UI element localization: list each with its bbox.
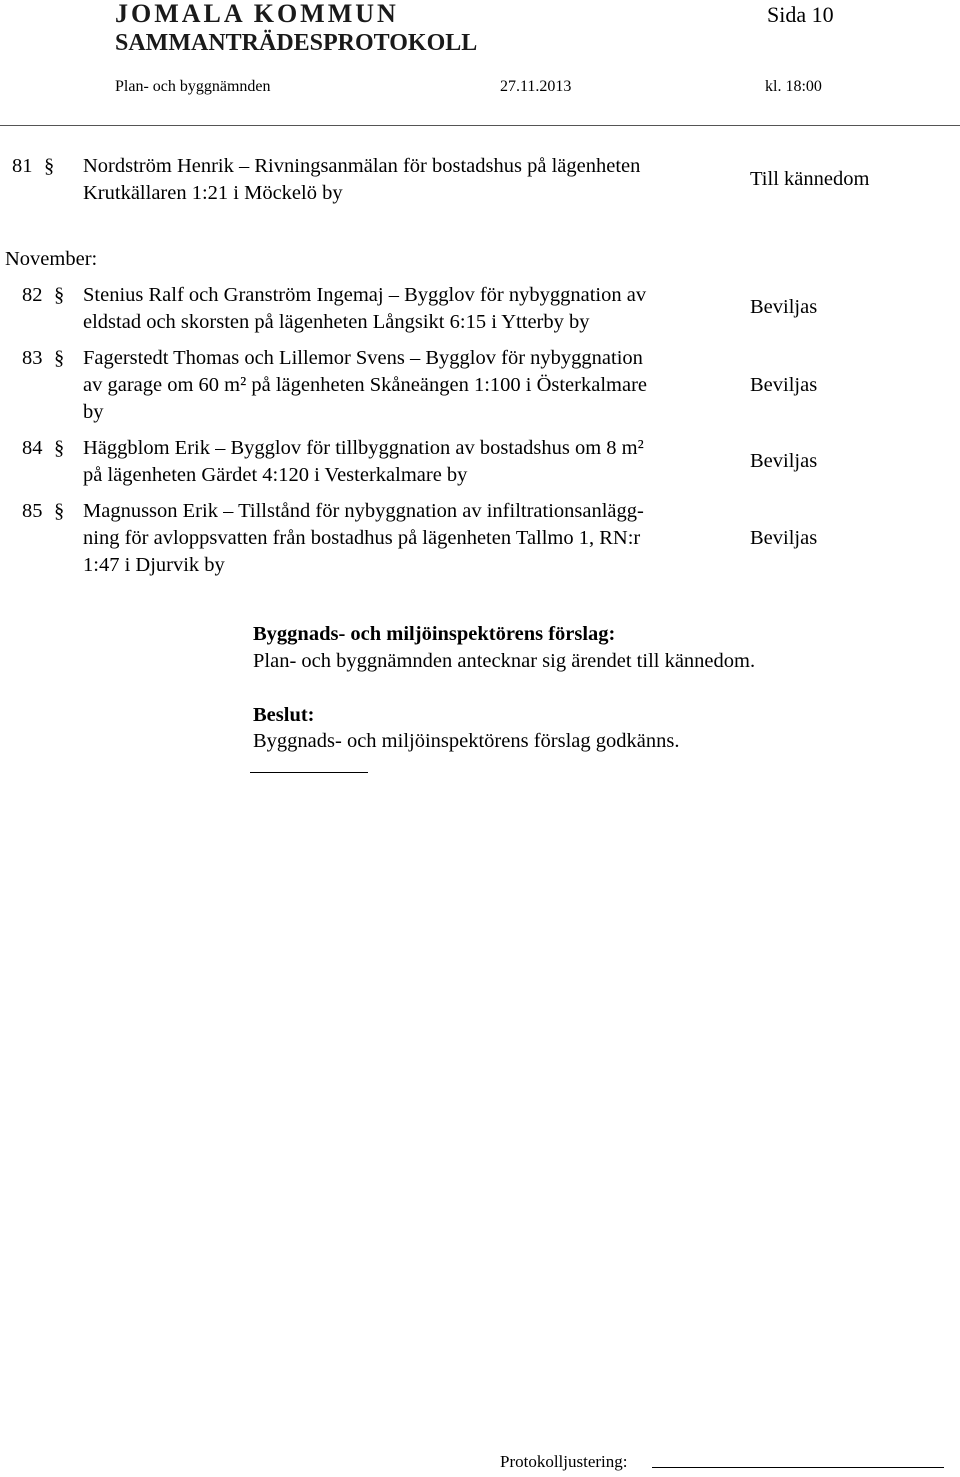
paragraph-sign: §	[54, 347, 65, 369]
item-text-line: Stenius Ralf och Granström Ingemaj – Bygglov för nybyggnation av	[83, 284, 647, 306]
item-number: 82	[22, 284, 43, 306]
item-text-line: Fagerstedt Thomas och Lillemor Svens – Bygglov för nybyggnation	[83, 347, 643, 369]
footer-label: Protokolljustering:	[500, 1452, 628, 1471]
item-number: 84	[22, 437, 43, 459]
paragraph-sign: §	[44, 155, 55, 177]
proposal-heading: Byggnads- och miljöinspektörens förslag:	[253, 623, 616, 645]
item-text-line: by	[83, 401, 104, 423]
item-text-line: Häggblom Erik – Bygglov för tillbyggnation av bostadshus om 8 m²	[83, 437, 644, 459]
paragraph-sign: §	[54, 284, 65, 306]
item-number: 83	[22, 347, 43, 369]
committee-name: Plan- och byggnämnden	[115, 78, 271, 95]
item-text-line: av garage om 60 m² på lägenheten Skåneängen 1:100 i Österkalmare	[83, 374, 648, 396]
item-decision: Till kännedom	[750, 168, 870, 190]
item-text-line: på lägenheten Gärdet 4:120 i Vesterkalmare by	[83, 464, 468, 486]
end-rule	[250, 772, 368, 773]
paragraph-sign: §	[54, 500, 65, 522]
meeting-time: kl. 18:00	[765, 78, 822, 95]
meeting-date: 27.11.2013	[500, 78, 572, 95]
item-decision: Beviljas	[750, 450, 818, 472]
item-number: 85	[22, 500, 43, 522]
signature-line	[652, 1467, 944, 1468]
item-decision: Beviljas	[750, 374, 818, 396]
item-text-line: 1:47 i Djurvik by	[83, 554, 225, 576]
page-number: Sida 10	[767, 2, 834, 27]
item-text-line: ning för avloppsvatten från bostadhus på lägenheten Tallmo 1, RN:r	[83, 527, 641, 549]
document-type: SAMMANTRÄDESPROTOKOLL	[115, 30, 478, 56]
item-decision: Beviljas	[750, 527, 818, 549]
proposal-text: Plan- och byggnämnden antecknar sig ärendet till kännedom.	[253, 650, 756, 672]
item-text-line: Krutkällaren 1:21 i Möckelö by	[83, 182, 343, 204]
decision-text: Byggnads- och miljöinspektörens förslag godkänns.	[253, 730, 680, 752]
header-divider	[0, 125, 960, 126]
item-text-line: eldstad och skorsten på lägenheten Långsikt 6:15 i Ytterby by	[83, 311, 590, 333]
item-number: 81	[12, 155, 33, 177]
item-text-line: Nordström Henrik – Rivningsanmälan för bostadshus på lägenheten	[83, 155, 641, 177]
item-text-line: Magnusson Erik – Tillstånd för nybyggnation av infiltrationsanlägg-	[83, 500, 644, 522]
decision-heading: Beslut:	[253, 704, 315, 726]
item-decision: Beviljas	[750, 296, 818, 318]
paragraph-sign: §	[54, 437, 65, 459]
month-heading: November:	[5, 248, 98, 270]
municipality-title: JOMALA KOMMUN	[115, 0, 399, 28]
